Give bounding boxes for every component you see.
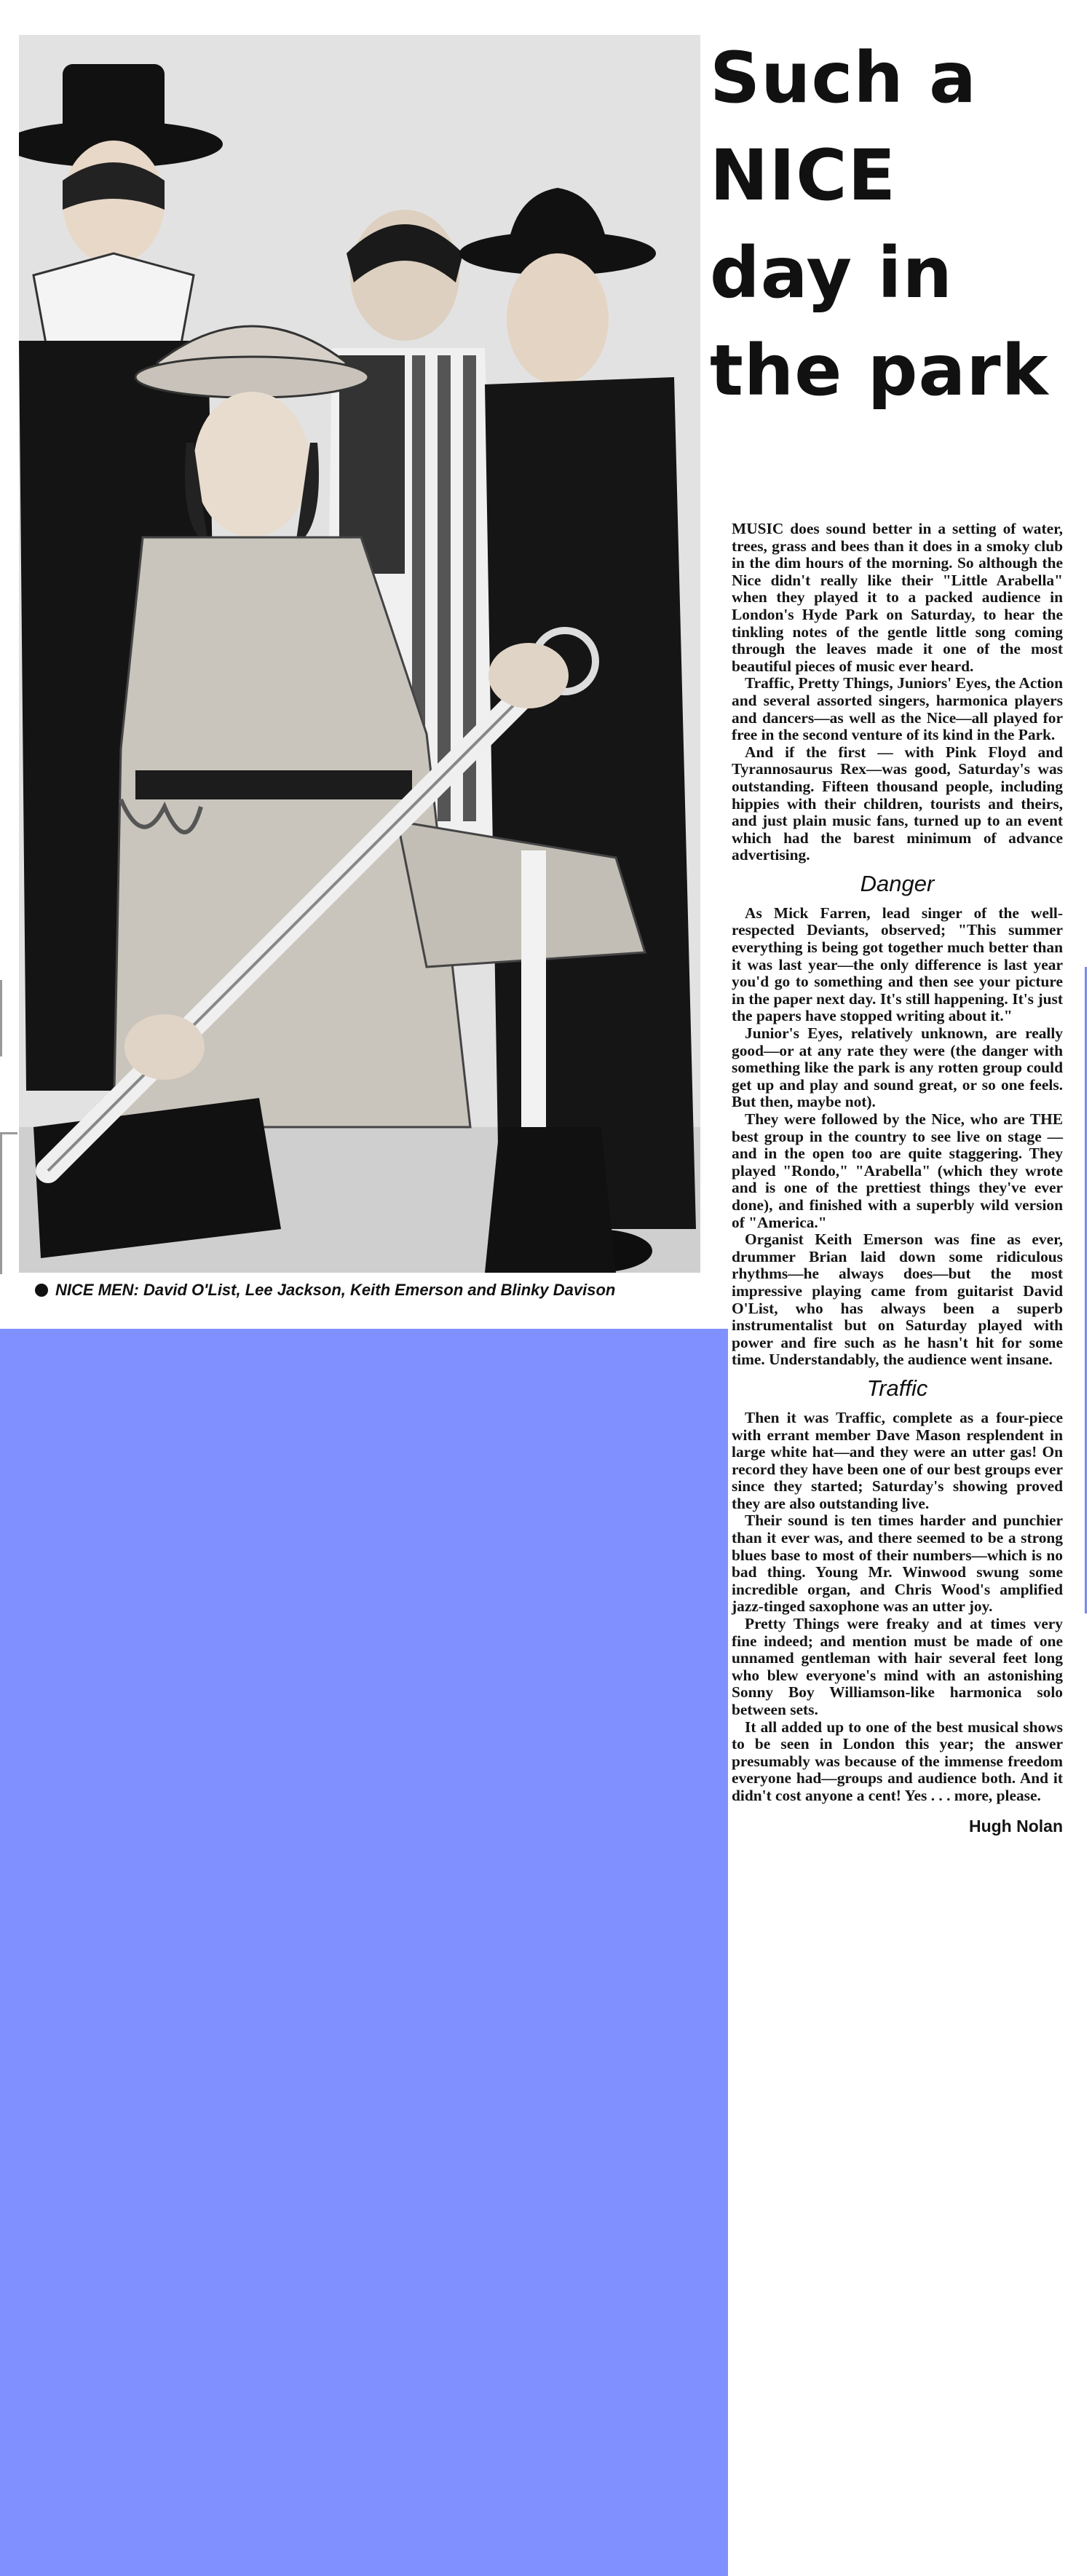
byline: Hugh Nolan <box>968 1816 1063 1836</box>
article-paragraph: It all added up to one of the best musical shows to be seen in London this year; the answer presumably was because of the immense freedom everyone had—groups and audience both. And it didn't cost anyone a cent! Yes . . . more, please. <box>732 1718 1063 1804</box>
headline-line: day in <box>710 232 953 314</box>
article-paragraph: Then it was Traffic, complete as a four-piece with errant member Dave Mason resplendent in large white hat—and they were an utter gas! On record they have been one of our best groups ever since they started; Saturday's showing proved they are also outstanding live. <box>732 1408 1063 1512</box>
left-edge-mark <box>0 980 2 1056</box>
band-photo-illustration <box>19 35 700 1273</box>
caption-text: David O'List, Lee Jackson, Keith Emerson and Blinky Davison <box>143 1281 616 1299</box>
article-body <box>732 521 1063 1835</box>
left-edge-mark <box>0 1132 2 1274</box>
photo-caption <box>35 1280 690 1300</box>
article-paragraph: Their sound is ten times harder and punchier than it ever was, and there seemed to be a strong blues base to most of their numbers—which is no bad thing. Young Mr. Winwood swung some incredible organ, and Chris Wood's amplified jazz-tinged saxophone was an utter joy. <box>732 1512 1063 1616</box>
subheading-danger: Danger <box>860 870 935 896</box>
caption-prefix: NICE MEN: <box>55 1281 139 1299</box>
headline-line: Such a <box>710 37 977 119</box>
blue-panel <box>0 1329 728 2576</box>
band-photo <box>19 35 700 1273</box>
headline-line: the park <box>710 330 1049 411</box>
subheading-traffic: Traffic <box>866 1375 928 1401</box>
article-paragraph: Pretty Things were freaky and at times very fine indeed; and mention must be made of one unnamed gentleman with hair several feet long who blew everyone's mind with an astonishing Sonny Boy Williamson-like harmonica solo between sets. <box>732 1615 1063 1718</box>
left-edge-mark <box>0 1132 17 1134</box>
article-paragraph: They were followed by the Nice, who are THE best group in the country to see live on stage —and in the open too are quite staggering. They played "Rondo," "Arabella" (which they wrote and is one of the prettiest things they've ever done), and finished with a superbly wild version of "America." <box>732 1110 1063 1231</box>
article-paragraph: MUSIC does sound better in a setting of water, trees, grass and bees than it does in a smoky club in the dim hours of the morning. So although the Nice didn't really like their "Little Arabella" when they played it to a packed audience in London's Hyde Park on Saturday, to hear the tinkling notes of the gentle little song coming through the leaves made it one of the most beautiful pieces of music ever heard. <box>732 520 1063 675</box>
right-edge-line <box>1085 967 1087 1613</box>
article-paragraph: Junior's Eyes, relatively unknown, are really good—or at any rate they were (the danger with something like the park is any rotten group could get up and play and sound great, or so one feels. But then, maybe not). <box>732 1024 1063 1111</box>
caption-bullet-icon <box>35 1284 48 1297</box>
article-paragraph: And if the first — with Pink Floyd and Tyrannosaurus Rex—was good, Saturday's was outstanding. Fifteen thousand people, including hippies with their children, tourists and theirs, and just plain music fans, turned up to an event which had the barest minimum of advance advertising. <box>732 743 1063 864</box>
headline <box>710 29 1074 419</box>
article-paragraph: Organist Keith Emerson was fine as ever, drummer Brian laid down some ridiculous rhythms—he always does—but the most impressive playing came from guitarist David O'List, who has always been a superb instrumentalist but on Saturday played with power and fire such as he hasn't hit for some time. Understandably, the audience went insane. <box>732 1230 1063 1369</box>
article-paragraph: As Mick Farren, lead singer of the well-respected Deviants, observed; "This summer everything is being got together much better than it was last year—the only difference is last year you'd go to something and then see your picture in the paper next day. It's still happening. It's just the papers have stopped writing about it." <box>732 904 1063 1025</box>
article-paragraph: Traffic, Pretty Things, Juniors' Eyes, the Action and several assorted singers, harmonica players and dancers—as well as the Nice—all played for free in the second venture of its kind in the Park. <box>732 674 1063 744</box>
headline-line: NICE <box>710 135 897 216</box>
